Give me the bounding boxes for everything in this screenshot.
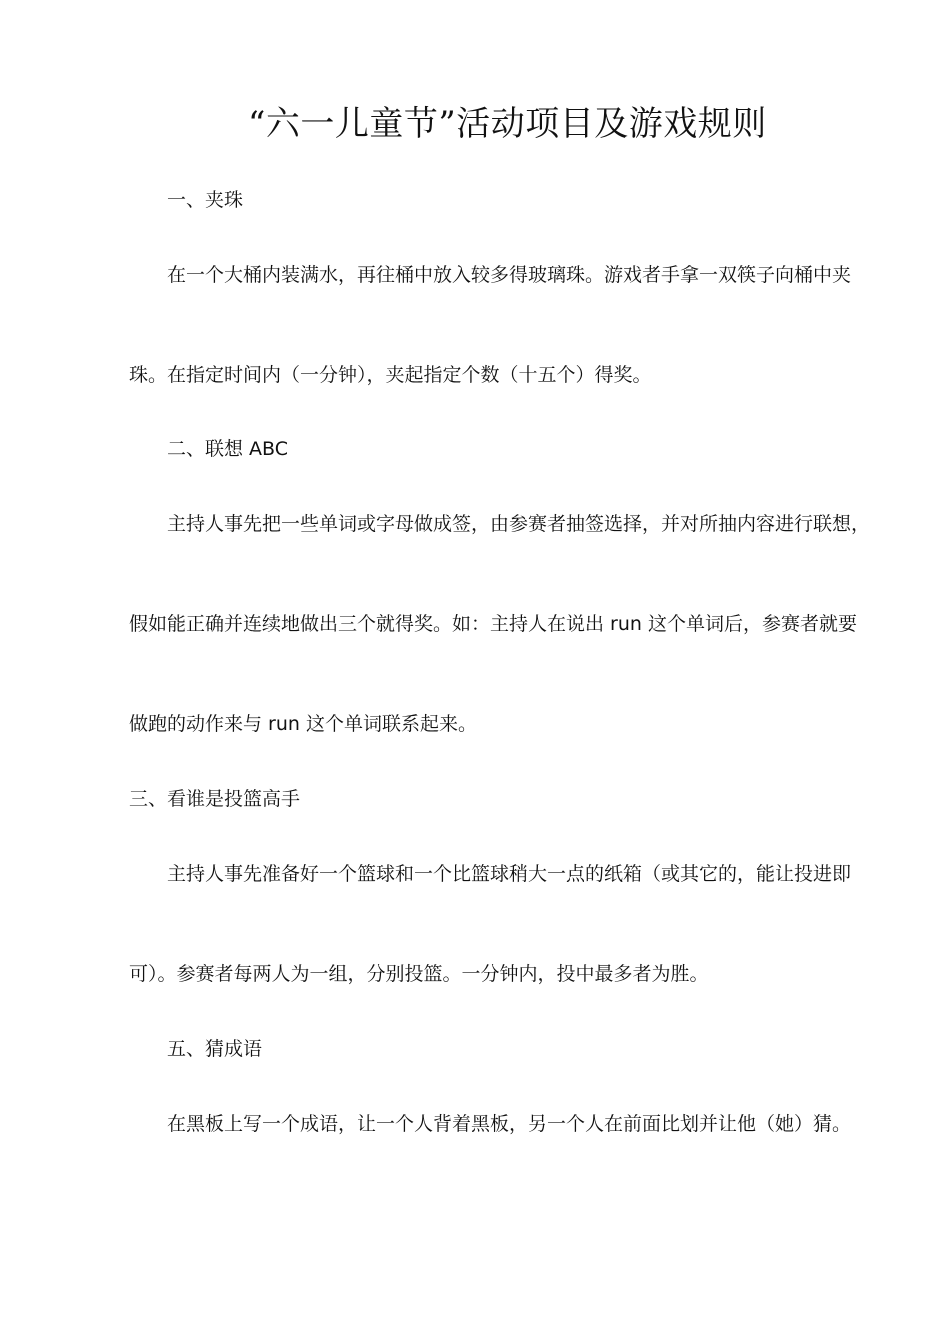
section-heading: 五、猜成语 (167, 1038, 263, 1060)
paragraph-line: 珠。在指定时间内（一分钟），夹起指定个数（十五个）得奖。 (129, 364, 652, 386)
paragraph-line: 在一个大桶内装满水，再往桶中放入较多得玻璃珠。游戏者手拿一双筷子向桶中夹 (167, 264, 852, 286)
paragraph-line: 在黑板上写一个成语，让一个人背着黑板，另一个人在前面比划并让他（她）猜。 (167, 1113, 852, 1135)
section-heading: 二、联想 ABC (167, 438, 289, 460)
section-heading: 三、看谁是投篮高手 (129, 788, 301, 810)
document-title: “六一儿童节”活动项目及游戏规则 (248, 104, 767, 144)
paragraph-line: 假如能正确并连续地做出三个就得奖。如：主持人在说出 run 这个单词后，参赛者就要 (129, 613, 857, 635)
paragraph-line: 做跑的动作来与 run 这个单词联系起来。 (129, 713, 477, 735)
paragraph-line: 可）。参赛者每两人为一组，分别投篮。一分钟内，投中最多者为胜。 (129, 963, 709, 985)
paragraph-line: 主持人事先准备好一个篮球和一个比篮球稍大一点的纸箱（或其它的，能让投进即 (167, 863, 852, 885)
paragraph-line: 主持人事先把一些单词或字母做成签，由参赛者抽签选择，并对所抽内容进行联想， (167, 513, 871, 535)
section-heading: 一、夹珠 (167, 189, 244, 211)
